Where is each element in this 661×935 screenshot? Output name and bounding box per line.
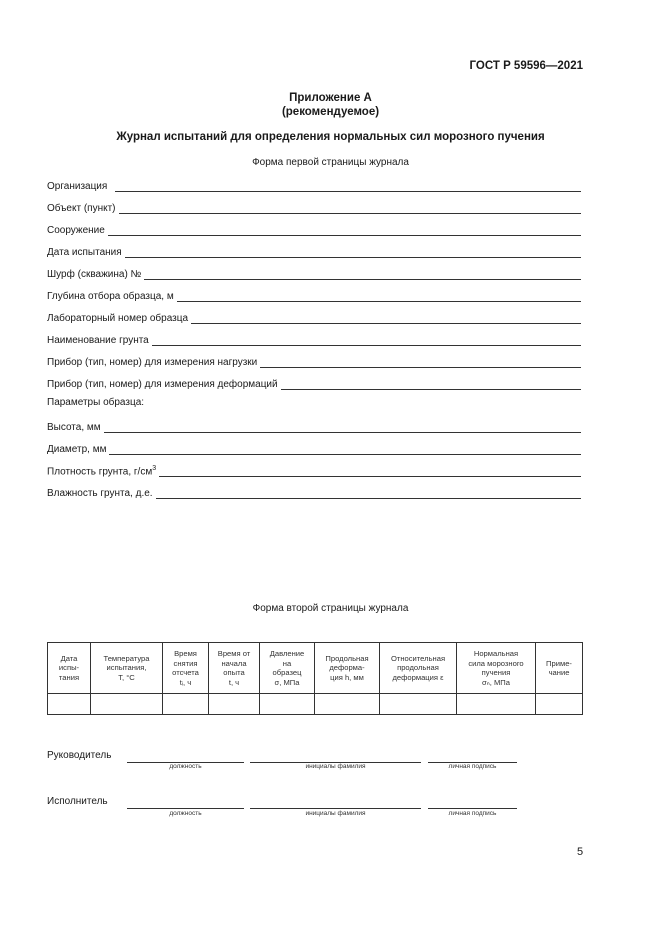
journal-title: Журнал испытаний для определения нормальных сил морозного пучения (116, 131, 545, 143)
second-page-caption: Форма второй страницы журнала (252, 603, 409, 614)
field-label: Прибор (тип, номер) для измерения деформаций (47, 379, 278, 390)
density-label-text: Плотность грунта, г/см (47, 466, 153, 477)
sample-params-label: Параметры образца: (47, 397, 145, 408)
executor-signature-label: Исполнитель (47, 796, 108, 807)
field-label: Влажность грунта, д.е. (47, 488, 153, 499)
blank-line[interactable] (156, 487, 581, 499)
blank-line[interactable] (115, 180, 581, 192)
load-device-field[interactable] (47, 354, 581, 368)
executor-signature-line[interactable] (428, 807, 517, 809)
standard-number: ГОСТ Р 59596—2021 (469, 60, 583, 72)
depth-field[interactable] (47, 288, 581, 302)
appendix-title: Приложение А (289, 92, 372, 104)
soil-name-field[interactable] (47, 332, 581, 346)
header-relative-deformation: Относительная продольная деформация ε (380, 643, 457, 694)
field-label: Дата испытания (47, 247, 122, 258)
journal-table (47, 642, 583, 715)
object-field[interactable] (47, 200, 581, 214)
diameter-field[interactable] (47, 441, 581, 455)
blank-line[interactable] (281, 378, 581, 390)
density-exponent: 3 (152, 464, 157, 472)
field-label: Наименование грунта (47, 335, 149, 346)
table-cell[interactable] (315, 694, 380, 715)
field-label: Объект (пункт) (47, 203, 116, 214)
organization-field[interactable] (47, 178, 581, 192)
header-elapsed-time: Время от начала опыта t, ч (209, 643, 260, 694)
field-label: Диаметр, мм (47, 444, 107, 455)
blank-line[interactable] (109, 443, 581, 455)
field-label: Организация (47, 181, 108, 192)
blank-line[interactable] (159, 465, 581, 477)
blank-line[interactable] (104, 421, 581, 433)
field-label (47, 465, 156, 477)
field-label: Сооружение (47, 225, 105, 236)
pit-field[interactable] (47, 266, 581, 280)
executor-position-caption: должность (169, 810, 202, 817)
table-cell[interactable] (457, 694, 536, 715)
structure-field[interactable] (47, 222, 581, 236)
table-cell[interactable] (260, 694, 315, 715)
table-cell[interactable] (48, 694, 91, 715)
page-number: 5 (577, 846, 584, 858)
header-temperature: Температура испытания, T, °C (91, 643, 163, 694)
head-signature-caption: личная подпись (448, 763, 497, 770)
header-longitudinal-deformation: Продольная деформа- ция h, мм (315, 643, 380, 694)
table-cell[interactable] (380, 694, 457, 715)
header-reading-time: Время снятия отсчета tᵢ, ч (163, 643, 209, 694)
header-pressure: Давление на образец σ, МПа (260, 643, 315, 694)
header-note: Приме- чание (536, 643, 583, 694)
deform-device-field[interactable] (47, 376, 581, 390)
blank-line[interactable] (260, 356, 581, 368)
blank-line[interactable] (125, 246, 581, 258)
lab-number-field[interactable] (47, 310, 581, 324)
executor-signature-caption: личная подпись (448, 810, 497, 817)
blank-line[interactable] (144, 268, 581, 280)
head-name-caption: инициалы фамилия (305, 763, 366, 770)
blank-line[interactable] (119, 202, 582, 214)
blank-line[interactable] (191, 312, 581, 324)
test-date-field[interactable] (47, 244, 581, 258)
header-date: Дата испы- тания (48, 643, 91, 694)
table-row (48, 694, 583, 715)
field-label: Лабораторный номер образца (47, 313, 189, 324)
head-signature-label: Руководитель (47, 750, 112, 761)
field-label: Шурф (скважина) № (47, 269, 142, 280)
field-label: Прибор (тип, номер) для измерения нагрузки (47, 357, 258, 368)
table-cell[interactable] (209, 694, 260, 715)
executor-position-line[interactable] (127, 807, 244, 809)
field-label: Глубина отбора образца, м (47, 291, 174, 302)
blank-line[interactable] (108, 224, 581, 236)
first-page-caption: Форма первой страницы журнала (252, 157, 409, 168)
table-header-row (48, 643, 583, 694)
density-field[interactable] (47, 463, 581, 477)
height-field[interactable] (47, 419, 581, 433)
moisture-field[interactable] (47, 485, 581, 499)
blank-line[interactable] (177, 290, 581, 302)
header-frost-heave-force: Нормальная сила морозного пучения σₙ, МПа (457, 643, 536, 694)
appendix-subtitle: (рекомендуемое) (281, 106, 380, 118)
executor-name-caption: инициалы фамилия (305, 810, 366, 817)
table-cell[interactable] (163, 694, 209, 715)
table-cell[interactable] (91, 694, 163, 715)
head-position-caption: должность (169, 763, 202, 770)
executor-name-line[interactable] (250, 807, 421, 809)
blank-line[interactable] (152, 334, 581, 346)
field-label: Высота, мм (47, 422, 101, 433)
table-cell[interactable] (536, 694, 583, 715)
appendix-heading (0, 91, 661, 119)
